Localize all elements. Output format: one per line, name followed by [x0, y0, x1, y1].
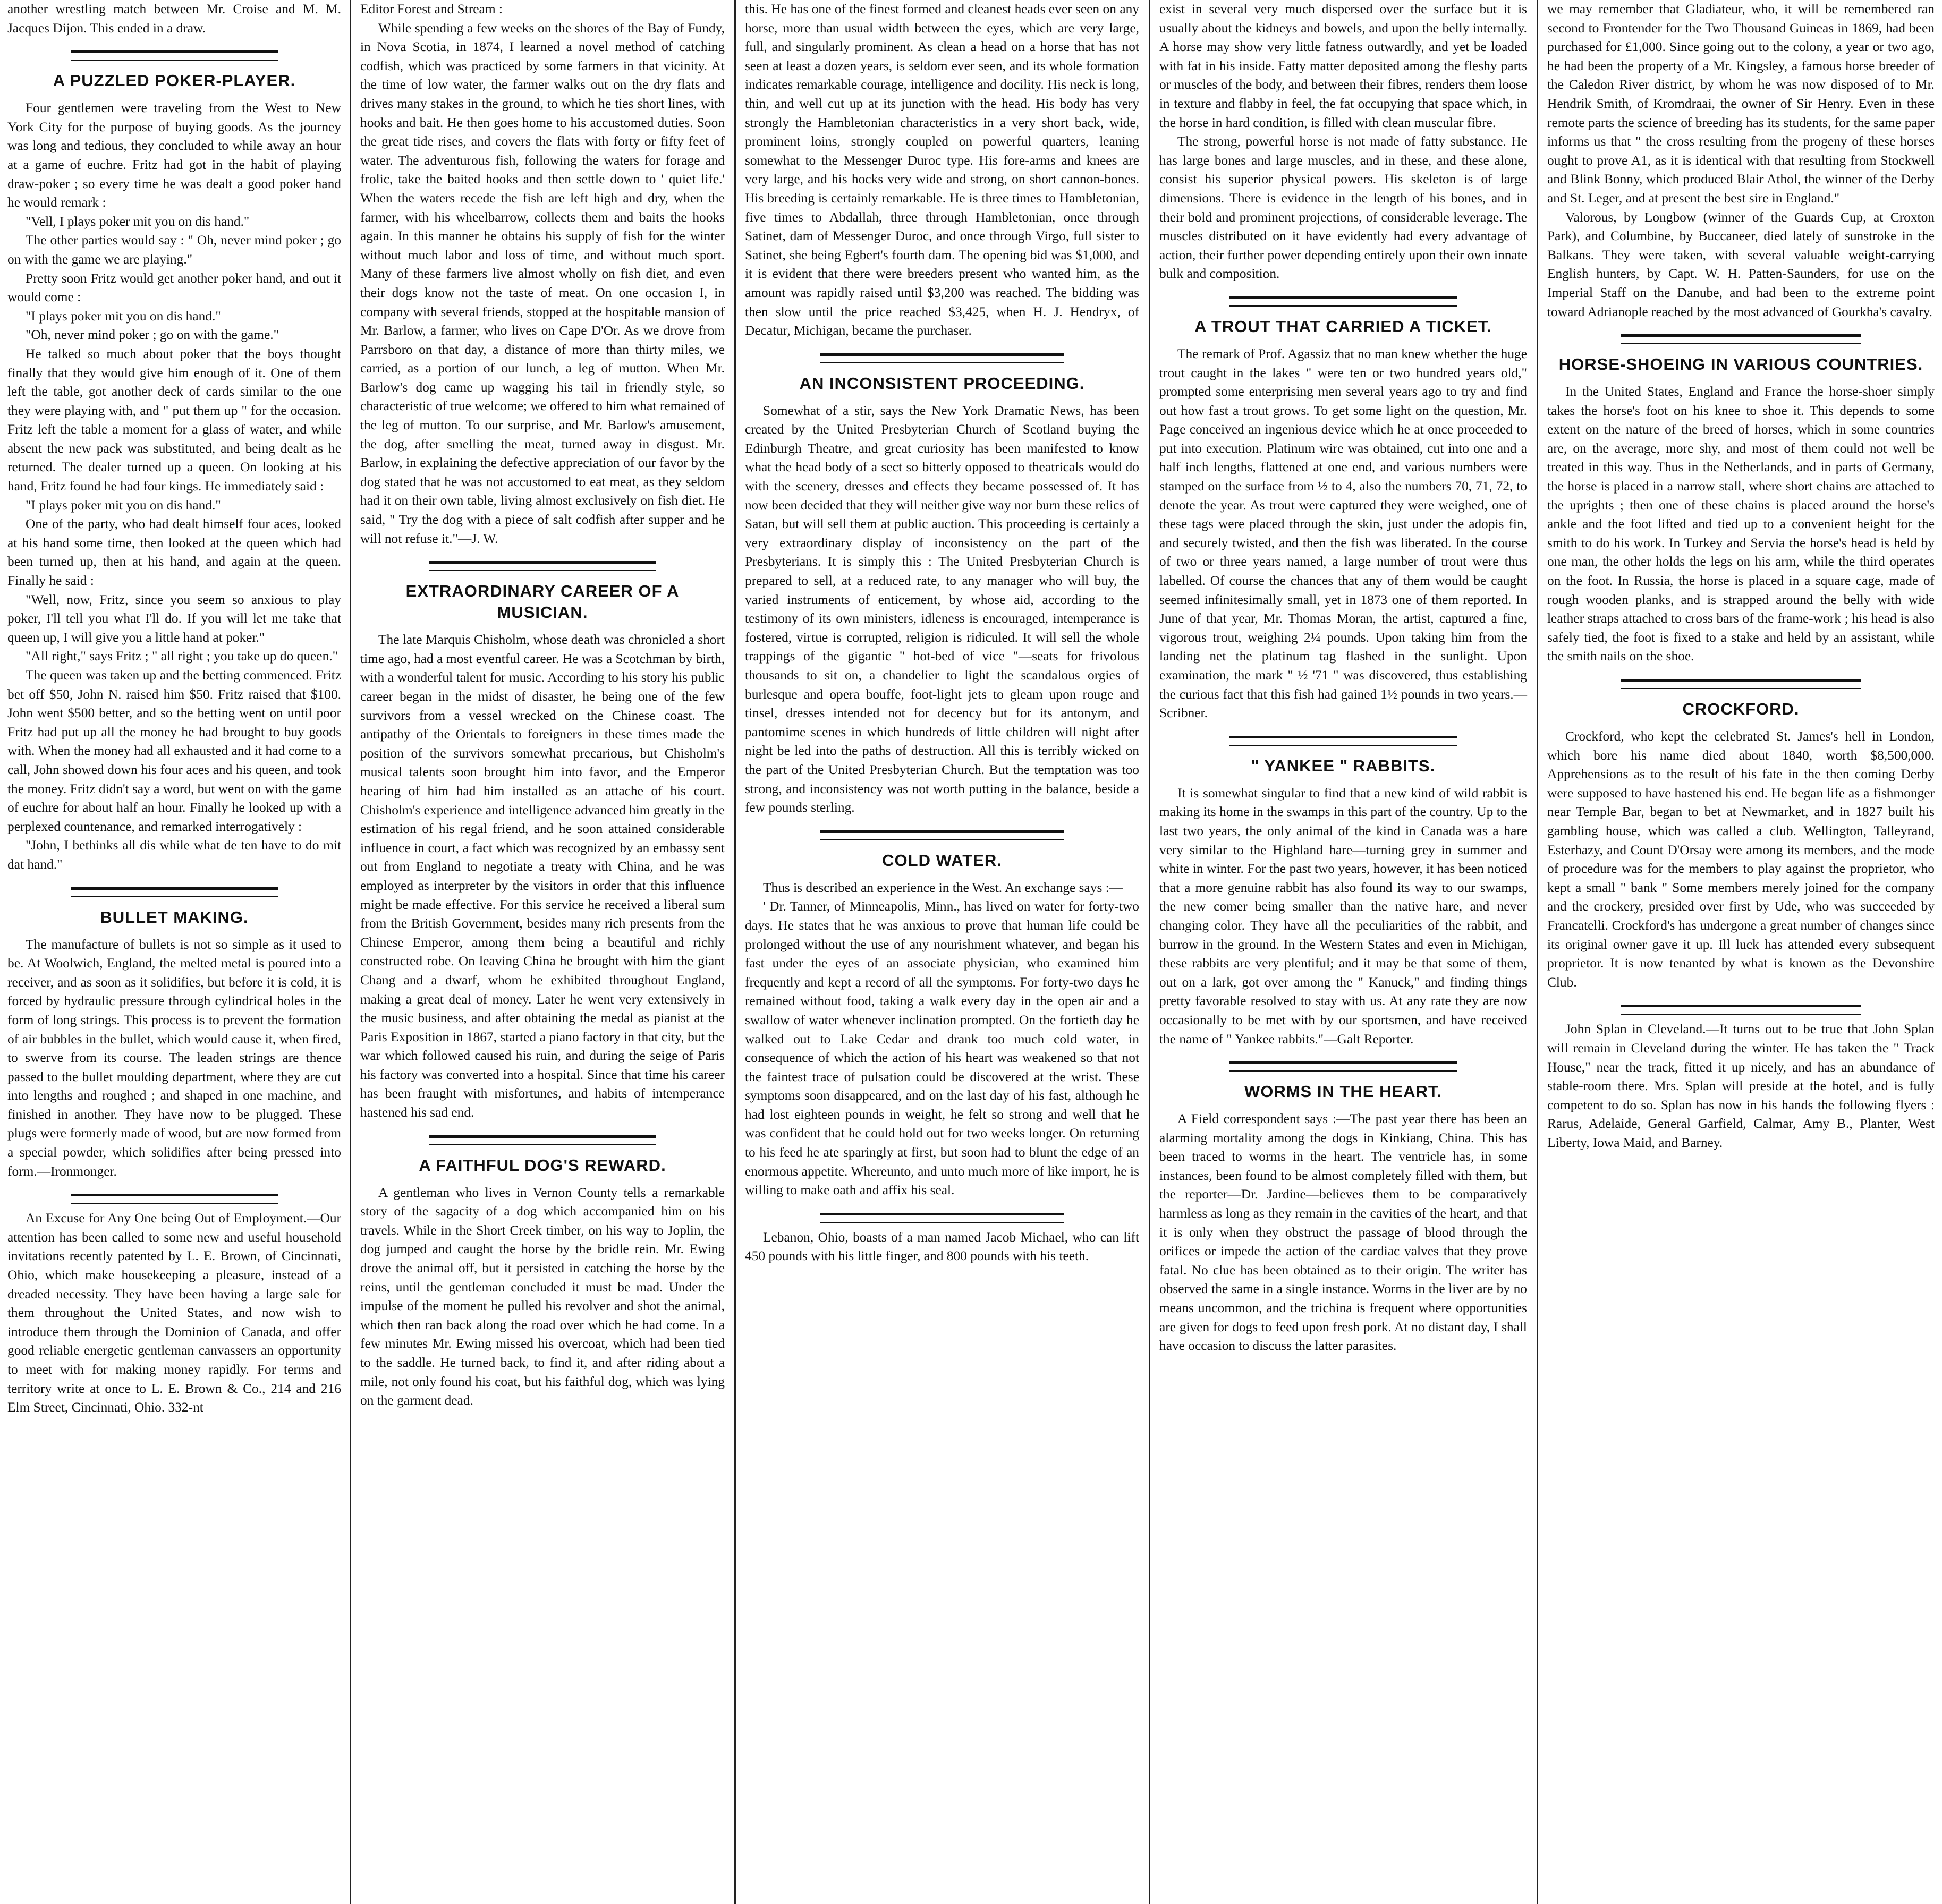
article-heading: A TROUT THAT CARRIED A TICKET. [1194, 317, 1492, 336]
section-divider [1229, 736, 1457, 746]
article-paragraph: "I plays poker mit you on dis hand." [26, 497, 221, 513]
article-heading: BULLET MAKING. [100, 907, 249, 926]
article-heading: A FAITHFUL DOG'S REWARD. [419, 1155, 666, 1175]
article-paragraph: "I plays poker mit you on dis hand." [26, 308, 221, 324]
article-paragraph: ' Dr. Tanner, of Minneapolis, Minn., has lived on water for forty-two days. He states that he was anxious to prove that human life could be prolonged without the use of any nourishment whatever, and began his fast under the eyes of an associate physician, who examined him frequently and kept a record of all the symptoms. For forty-two days he remained without food, taking a walk every day in the open air and a swallow of water whenever inclination prompted. On the fortieth day he walked out to Lake Cedar and drank too much cold water, in consequence of which the action of his heart was weakened so that not the faintest trace of pulsation could be discovered at the wrist. These symptoms soon disappeared, and on the last day of his fast, although he had lost eighteen pounds in weight, he felt so strong and well that he was confident that he could hold out for two weeks longer. On returning to his feed he ate sparingly at first, but soon had to blunt the edge of an enormous appetite. Whereunto, and unto much more of like import, he is willing to make oath and affix his seal. [745, 899, 1139, 1198]
article-paragraph: Crockford, who kept the celebrated St. James's hell in London, which bore his name died about 1840, worth $8,500,000. Apprehensions as to the result of his fate in the then coming Derby were supposed to have hastened his end. He began life as a fishmonger near Temple Bar, began to bet at Newmarket, and in 1827 built his gambling house, which was called a club. Wellington, Talleyrand, Esterhazy, and Count D'Orsay were among its members, and the mode of procedure was for the members to play against the proprietor, who kept a small " bank " Some members merely joined for the company and the crockery, presided over first by Ude, who was succeeded by Francatelli. Crockford's has undergone a great number of changes since its original owner gave it up. Ill luck has attended every subsequent proprietor. It is now tenanted by what is known as the Devonshire Club. [1547, 729, 1935, 990]
article-paragraph: One of the party, who had dealt himself four aces, looked at his hand some time, then looked at the queen which had been turned up, then at his hand, and again at the queen. Finally he said : [7, 516, 341, 589]
article-paragraph: The remark of Prof. Agassiz that no man knew whether the huge trout caught in the lakes " were ten or two hundred years old," prompted some enterprising men several years ago to try and find out how fast a trout grows. To get some light on the question, Mr. Page conceived an ingenious device which he at once proceeded to put into execution. Platinum wire was obtained, cut into one and a half inch lengths, flattened at one end, and various numbers were stamped on the surface from ½ to 4, also the numbers 70, 71, 72, to denote the year. As trout were captured they were weighed, one of these tags were placed through the skin, just under the adopis fin, and securely twisted, and then the fish was liberated. In the course of two or three years named, a large number of trout were thus labelled. Of course the chances that any of them would be caught seemed infinitesimally small, yet in 1873 one of them reported. In June of that year, Mr. Thomas Moran, the artist, captured a fine, vigorous trout, weighing 2¼ pounds. Upon taking him from the landing net the platinum tag flashed in the sunlight. Upon examination, the mark " ½ '71 " was discovered, thus establishing the curious fact that this fish had gained 1½ pounds in two years.—Scribner. [1159, 346, 1527, 721]
section-divider [1229, 296, 1457, 307]
article-paragraph: "All right," says Fritz ; " all right ; you take up do queen." [26, 649, 338, 664]
article-paragraph: Somewhat of a stir, says the New York Dramatic News, has been created by the United Presbyterian Church of Scotland buying the Edinburgh Theatre, and great curiosity has been manifested to know what the head body of a sect so bitterly opposed to theatricals would do with the scenery, dresses and effects they became possessed of. It has now been decided that they will neither give way nor burn these relics of Satan, but will sell them at public auction. This proceeding is certainly a very extraordinary display of inconsistency on the part of the Presbyterians. It is simply this : The United Presbyterian Church is prepared to sell, at a reduced rate, to any manager who will buy, the varied instruments of enticement, by whose aid, according to the testimony of its own ministers, idleness is encouraged, intemperance is fostered, virtue is corrupted, religion is ridiculed. It will sell the whole trappings of the gigantic " hot-bed of vice "—seats for frivolous thousands to sit on, a chandelier to light the scandalous orgies of burlesque and opera bouffe, foot-light jets to gleam upon rouge and tinsel, dresses intended not for decency but for its antonym, and pantomime scenes in which hundreds of little children will night after night be led into the paths of destruction. All this is terribly wicked on the part of the United Presbyterian Church. But the temptation was too strong, and inconsistency was not worth putting in the balance, beside a few pounds sterling. [745, 403, 1139, 815]
section-divider [1621, 334, 1861, 344]
article-paragraph: While spending a few weeks on the shores of the Bay of Fundy, in Nova Scotia, in 1874, I learned a novel method of catching codfish, which was practiced by some farmers in that vicinity. At the time of low water, the farmer walks out on the dry flats and drives many stakes in the ground, to which he ties short lines, with hooks and bait. He then goes home to his accustomed duties. Soon the great tide rises, and covers the flats with forty or fifty feet of water. The adventurous fish, following the waters for forage and frolic, take the baited hooks and then settle down to ' quiet life.' When the waters recede the fish are left high and dry, when the farmer, with his wheelbarrow, collects them and baits the hooks again. In this manner he obtains his supply of fish for the winter without much labor and loss of time, and without much sport. Many of these farmers live almost wholly on fish diet, and even their dogs know not the taste of meat. On one occasion I, in company with several friends, stopped at the hospitable mansion of Mr. Barlow, a farmer, who lives on Cape D'Or. As we drove from Parrsboro on that day, a distance of more than thirty miles, we carried, as a portion of our lunch, a leg of mutton. When Mr. Barlow's dog came up wagging his tail in friendly style, so characteristic of true welcome; we offered to him what remained of the leg of mutton. To our surprise, and Mr. Barlow's amusement, the dog, after smelling the meat, turned away in disgust. Mr. Barlow, in explaining the defective appreciation of our favor by the dog stated that he was not accustomed to eat meat, as they seldom had it on their own table, living almost exclusively on fish diet. He said, " Try the dog with a piece of salt codfish after supper and he will not refuse it."—J. W. [360, 20, 725, 546]
article-heading: A PUZZLED POKER-PLAYER. [53, 71, 296, 90]
column-5 [1540, 0, 1942, 1904]
article-heading: EXTRAORDINARY CAREER OF A MUSICIAN. [405, 582, 680, 622]
section-divider [820, 830, 1064, 840]
article [1159, 296, 1527, 723]
article-paragraph: "Vell, I plays poker mit you on dis hand." [26, 214, 250, 229]
article-paragraph: He talked so much about poker that the boys thought finally that they would give him enough of it. One of them left the table, got another deck of cards similar to the one they were playing with, and " put them up " for the occasion. Fritz left the table a moment for a glass of water, and while absent the new pack was substituted, and being dealt as he returned. The dealer turned up a queen. On looking at his hand, Fritz found he had four kings. He immediately said : [7, 346, 341, 494]
section-divider [1621, 1005, 1861, 1015]
article-paragraph: The late Marquis Chisholm, whose death was chronicled a short time ago, had a most eventful career. He was a Scotchman by birth, with a wonderful talent for music. According to his story his public career began in the midst of disaster, he being one of the few survivors from a vessel wrecked on the Chinese coast. The antipathy of the Orientals to foreigners in these times made the position of the survivors somewhat precarious, but Chisholm's musical talents soon brought him into favor, and the Emperor hearing of him had him installed as an attache of his court. Chisholm's experience and intelligence advanced him greatly in the estimation of his regal friend, and he soon attained considerable influence in court, a fact which was recognized by an embassy sent out from England to negotiate a treaty with China, and he was employed as interpreter by the visitors in order that this influence might be made effective. For this service he received a liberal sum from the British Government, besides many rich presents from the Chinese Emperor, among them being a beautiful and richly constructed robe. On leaving China he brought with him the giant Chang and a dwarf, whom he exhibited throughout England, making a great deal of money. Later he went very extensively in the music business, and after obtaining the medal as pianist at the Paris Exposition in 1867, started a piano factory in that city, but the war which followed caused his ruin, and during the seige of Paris his factory was converted into a hospital. Since that time his career has been fraught with misfortunes, and habits of intemperance hastened his sad end. [360, 632, 725, 1120]
article-paragraph: The other parties would say : " Oh, never mind poker ; go on with the game we are playing." [7, 233, 341, 267]
column-1 [0, 0, 349, 1904]
article [360, 0, 725, 548]
article-paragraph: Thus is described an experience in the West. An exchange says :— [763, 880, 1123, 895]
column-rule [734, 0, 736, 1904]
article-paragraph: The strong, powerful horse is not made of fatty substance. He has large bones and large muscles, and in these, and these alone, consist his superior physical powers. His skeleton is of large dimensions. There is evidence in the length of his bones, and in their bold and prominent projections, of considerable leverage. The muscles distributed on it have evidently had every advantage of action, their further power depending entirely upon their own innate bulk and composition. [1159, 134, 1527, 282]
column-3 [737, 0, 1147, 1904]
article [745, 1213, 1139, 1266]
article [7, 887, 341, 1182]
article [1547, 0, 1935, 321]
section-divider [71, 1194, 277, 1204]
article [360, 1135, 725, 1410]
article-heading: " YANKEE " RABBITS. [1251, 756, 1436, 775]
article [7, 50, 341, 874]
article-paragraph: In the United States, England and France the horse-shoer simply takes the horse's foot on his knee to shoe it. This depends to some extent on the nature of the breed of horses, which in some countries are, on the average, more shy, and most of them could not well be treated in this way. Thus in the Netherlands, and in parts of Germany, the horse is placed in a narrow stall, where short chains are attached to the uprights ; then one of these chains is placed around the horse's ankle and the foot lifted and tied up to a convenient height for the smith to do his work. In Turkey and Servia the horse's head is held by one man, the other holds the legs on his arm, while the third operates on the foot. In Russia, the horse is placed in a square cage, made of rough wooden planks, and is strapped around the belly with wide leather straps attached to cross bars of the frame-work ; his head is also safely tied, the foot is fixed to a stake and held by an assistant, while the smith nails on the shoe. [1547, 384, 1935, 664]
article [1159, 1061, 1527, 1356]
article-paragraph: John Splan in Cleveland.—It turns out to be true that John Splan will remain in Cleveland during the winter. He has taken the " Track House," near the track, fitted it up nicely, and has an abundance of stable-room there. Mrs. Splan will preside at the hotel, and is fully competent to do so. Splan has now in his hands the following flyers : Rarus, Adelaide, General Garfield, Calmar, Amy B., Planter, West Liberty, Iowa Maid, and Barney. [1547, 1022, 1935, 1150]
section-divider [429, 561, 655, 571]
column-rule [1149, 0, 1150, 1904]
article-heading: COLD WATER. [882, 851, 1002, 870]
article-paragraph: Four gentlemen were traveling from the West to New York City for the purpose of buying goods. As the journey was long and tedious, they concluded to while away an hour at a game of euchre. Fritz had got in the habit of playing draw-poker ; so every time he was dealt a good poker hand he would remark : [7, 100, 341, 210]
article [1547, 679, 1935, 992]
section-divider [820, 353, 1064, 363]
article-heading: CROCKFORD. [1682, 700, 1800, 718]
article [1159, 0, 1527, 284]
article-paragraph: The queen was taken up and the betting commenced. Fritz bet off $50, John N. raised him $50. Fritz raised that $100. John went $500 better, and so the betting went on until poor Fritz had put up all the money he had brought to buy goods with. When the money had all exhausted and it had come to a call, John showed down his four aces and his queen, and took the money. Fritz didn't say a word, but went on with the game of euchre for about half an hour. Finally he looked up with a perplexed countenance, and remarked interrogatively : [7, 668, 341, 834]
article-paragraph: A gentleman who lives in Vernon County tells a remarkable story of the sagacity of a dog which accompanied him on his travels. While in the Short Creek timber, on his way to Joplin, the dog jumped and caught the horse by the bridle rein. Mr. Ewing drove the animal off, but it persisted in catching the horse by the reins, until the gentleman concluded it must be mad. Under the impulse of the moment he pulled his revolver and shot the animal, which then ran back along the road over which he had come. In a few minutes Mr. Ewing missed his overcoat, which had been tied to the saddle. He turned back, to find it, and after riding about a mile, not only found his coat, but his faithful dog, which was lying on the garment dead. [360, 1185, 725, 1408]
article [745, 830, 1139, 1200]
article [1547, 1005, 1935, 1152]
article-paragraph: The manufacture of bullets is not so simple as it used to be. At Woolwich, England, the melted metal is poured into a receiver, and as soon as it solidifies, but before it is cold, it is forced by hydraulic pressure through cylindrical holes in the form of long strings. This process is to prevent the formation of air bubbles in the bullet, which would cause it, when fired, to swerve from its course. The leaden strings are thence passed to the bullet moulding department, where they are cut into lengths and roughed ; and shaped in one machine, and finished in another. They have now to be plugged. These plugs were formerly made of wood, but are now formed from a special powder, which solidifies after being pressed into form.—Ironmonger. [7, 937, 341, 1179]
article-paragraph: Valorous, by Longbow (winner of the Guards Cup, at Croxton Park), and Columbine, by Buccaneer, died lately of sunstroke in the Balkans. They were taken, with several valuable weight-carrying English hunters, by Capt. W. H. Patten-Saunders, for use on the Imperial Staff on the Danube, and had been to the extreme point toward Adrianople reached by the most advanced of Gourkha's cavalry. [1547, 209, 1935, 319]
section-divider [71, 887, 277, 897]
article-paragraph: Editor Forest and Stream : [360, 2, 503, 16]
article [745, 353, 1139, 818]
column-rule [350, 0, 351, 1904]
article-heading: WORMS IN THE HEART. [1244, 1082, 1443, 1101]
article-heading: AN INCONSISTENT PROCEEDING. [799, 373, 1085, 393]
article-paragraph: exist in several very much dispersed over the surface but it is usually about the kidneys and bowels, and upon the belly internally. A horse may show very little fatness outwardly, and yet be loaded with fat in his inside. Fatty matter deposited among the fleshy parts or muscles of the body, and between their fibres, renders them loose in texture and flabby in feel, the fat occupying that space which, in the horse in hard condition, is filled with clean muscular fibre. [1159, 2, 1527, 130]
section-divider [71, 50, 277, 61]
column-4 [1152, 0, 1534, 1904]
article [745, 0, 1139, 341]
section-divider [820, 1213, 1064, 1223]
article-paragraph: "Oh, never mind poker ; go on with the game." [26, 327, 279, 343]
section-divider [1229, 1061, 1457, 1072]
article-paragraph: we may remember that Gladiateur, who, it will be remembered ran second to Frontender for the Two Thousand Guineas in 1869, had been purchased for £1,000. Since going out to the colony, a year or two ago, he had been the property of a Mr. Kingsley, a famous horse breeder of the Caledon River district, by whom he was now disposed of to Mr. Hendrik Smith, of Kromdraai, the owner of Sir Henry. Even in these remote parts the science of breeding has its students, for the same paper informs us that " the cross resulting from the progeny of these horses ought to prove A1, as it is identical with that resulting from Stockwell and Blink Bonny, which produced Blair Athol, the winner of the Derby and St. Leger, and at present the best sire in England." [1547, 2, 1935, 206]
section-divider [1621, 679, 1861, 689]
column-rule [1537, 0, 1538, 1904]
article [360, 561, 725, 1122]
article-paragraph: A Field correspondent says :—The past year there has been an alarming mortality among the dogs in Kinkiang, China. This has been traced to worms in the heart. The ventricle has, in some instances, been found to be almost completely filled with them, but the reporter—Dr. Jardine—believes them to be comparatively harmless as long as they remain in the cavities of the heart, and that it is only when they obstruct the passage of blood through the orifices or impede the action of the cardiac valves that they prove fatal. No clue has been obtained as to their origin. The writer has observed the same in a single instance. Worms in the liver are by no means uncommon, and the trichina is frequent where opportunities are given for dogs to feed upon fresh pork. At no distant day, I shall have occasion to discuss the latter parasites. [1159, 1111, 1527, 1354]
section-divider [429, 1135, 655, 1145]
article-paragraph: this. He has one of the finest formed and cleanest heads ever seen on any horse, more than usual width between the eyes, which are very large, full, and singularly prominent. As clean a head on a horse that has not seen at least a dozen years, is seldom ever seen, and its whole formation indicates remarkable courage, intelligence and docility. His neck is long, thin, and well cut up at its junction with the head. His body has very strongly the Hambletonian characteristics in a very short back, wide, prominent loins, strongly coupled on powerful quarters, leaning somewhat to the Messenger Duroc type. His fore-arms and knees are very large, and his hocks very wide and strong, on short cannon-bones. His breeding is certainly remarkable. He is three times to Hambletonian, five times to Abdallah, three through Hambletonian, once through Satinet, dam of Messenger Duroc, and once through Virgo, full sister to Satinet, she being Egbert's fourth dam. The opening bid was $1,000, and it is evident that there were breeders present who wanted him, as the amount was rapidly raised until $3,200 was reached. The bidding was then slow until the price reached $3,425, when H. J. Hendryx, of Decatur, Michigan, became the purchaser. [745, 2, 1139, 338]
article-paragraph: Lebanon, Ohio, boasts of a man named Jacob Michael, who can lift 450 pounds with his little finger, and 800 pounds with his teeth. [745, 1229, 1139, 1264]
article-paragraph: "John, I bethinks all dis while what de ten have to do mit dat hand." [7, 838, 341, 872]
article [1547, 334, 1935, 666]
article-paragraph: An Excuse for Any One being Out of Employment.—Our attention has been called to some new and useful household invitations recently patented by L. E. Brown, of Cincinnati, Ohio, which make housekeeping a pleasure, instead of a dreaded necessity. They have been having a large sale for them throughout the United States, and now wish to introduce them through the Dominion of Canada, and offer good reliable energetic gentleman canvassers an opportunity to meet with for making money rapidly. For terms and territory write at once to L. E. Brown & Co., 214 and 216 Elm Street, Cincinnati, Ohio. 332-nt [7, 1211, 341, 1415]
article [7, 1194, 341, 1417]
article [1159, 736, 1527, 1049]
column-2 [353, 0, 732, 1904]
article-paragraph: Pretty soon Fritz would get another poker hand, and out it would come : [7, 270, 341, 305]
article-paragraph: It is somewhat singular to find that a new kind of wild rabbit is making its home in the swamps in this part of the country. Up to the last two years, the only animal of the kind in Canada was a hare very similar to the Highland hare—turning grey in summer and white in winter. For the past two years, however, it has been noticed that a more genuine rabbit has also found its way to our swamps, the new comer being smaller than the native hare, and never changing color. They have all the peculiarities of the rabbit, and burrow in the ground. In the Western States and even in Michigan, these rabbits are very plentiful; and it may be that some of them, out on a lark, got over among the " Kanuck," and finding things pretty favorable resolved to stay with us. At any rate they are now occasionally to be met with by our sportsmen, and have received the name of " Yankee rabbits."—Galt Reporter. [1159, 785, 1527, 1047]
article-heading: HORSE-SHOEING IN VARIOUS COUNTRIES. [1558, 355, 1923, 374]
article [7, 0, 341, 38]
article-paragraph: "Well, now, Fritz, since you seem so anxious to play poker, I'll tell you what I'll do. If you will let me take that queen up, I will give you a little hand at poker." [7, 592, 341, 645]
article-paragraph: another wrestling match between Mr. Croise and M. M. Jacques Dijon. This ended in a draw. [7, 2, 341, 36]
